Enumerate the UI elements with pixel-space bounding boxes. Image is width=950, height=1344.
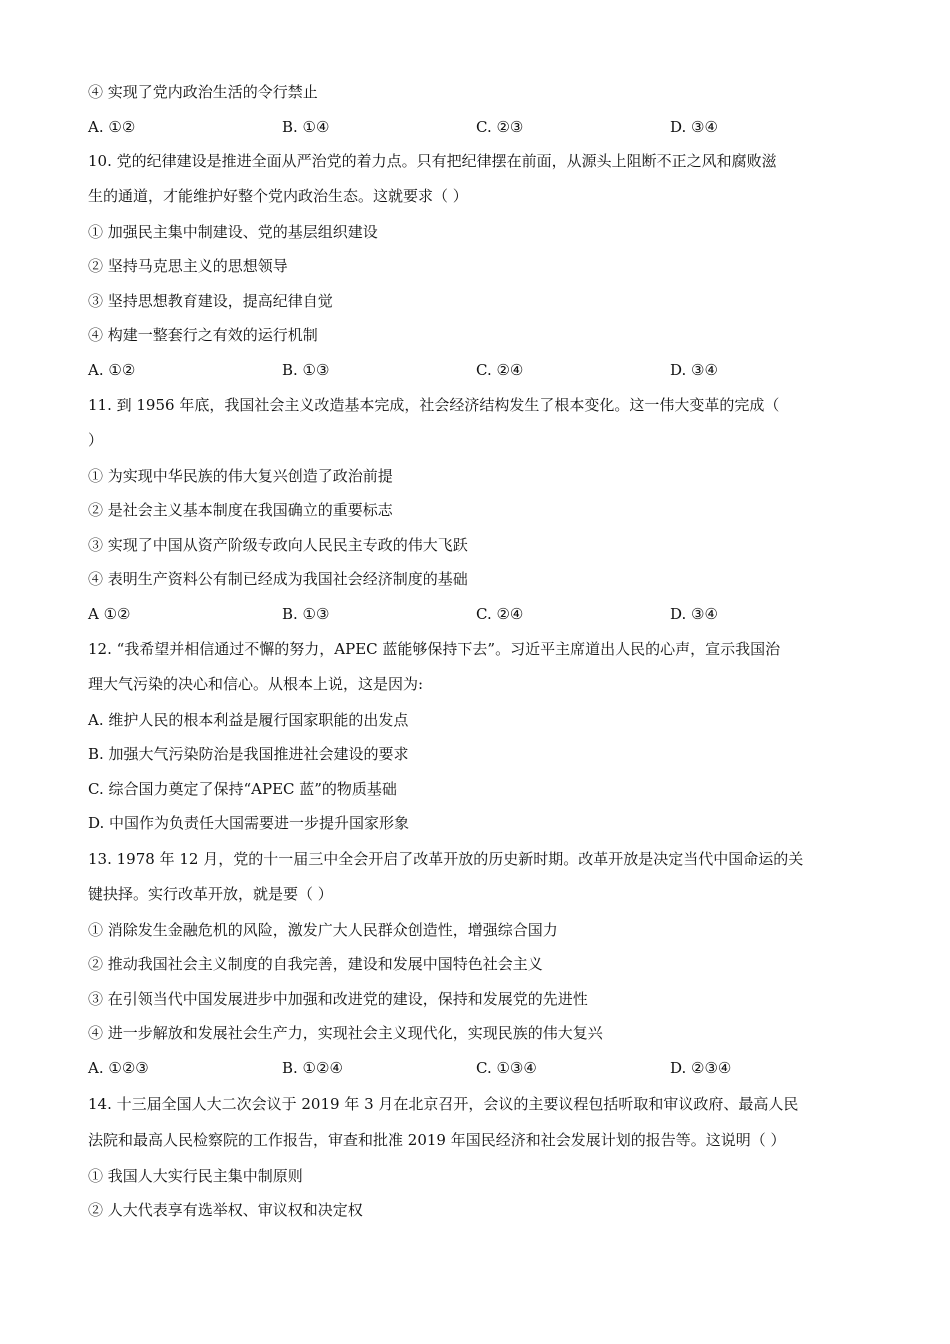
q14-item-1: ① 我国人大实行民主集中制原则 <box>88 1167 303 1185</box>
q13-item-1: ① 消除发生金融危机的风险，激发广大人民群众创造性，增强综合国力 <box>88 921 558 939</box>
q11-item-2: ② 是社会主义基本制度在我国确立的重要标志 <box>88 501 393 519</box>
q13-item-3: ③ 在引领当代中国发展进步中加强和改进党的建设，保持和发展党的先进性 <box>88 990 588 1008</box>
q13-option-c: C. ①③④ <box>476 1059 537 1077</box>
q13-option-b: B. ①②④ <box>282 1059 343 1077</box>
q13-item-4: ④ 进一步解放和发展社会生产力，实现社会主义现代化，实现民族的伟大复兴 <box>88 1024 603 1042</box>
q11-stem-line-1: 11. 到 1956 年底，我国社会主义改造基本完成，社会经济结构发生了根本变化。这一伟大变革的完成（ <box>88 396 780 414</box>
q12-stem-line-2: 理大气污染的决心和信心。从根本上说，这是因为: <box>88 675 424 693</box>
q10-item-4: ④ 构建一整套行之有效的运行机制 <box>88 326 318 344</box>
q9-option-a: A. ①② <box>88 118 136 136</box>
q10-option-d: D. ③④ <box>670 361 718 379</box>
q9-option-d: D. ③④ <box>670 118 718 136</box>
q11-item-4: ④ 表明生产资料公有制已经成为我国社会经济制度的基础 <box>88 570 468 588</box>
q14-stem-line-1: 14. 十三届全国人大二次会议于 2019 年 3 月在北京召开，会议的主要议程包括听取和审议政府、最高人民 <box>88 1095 799 1113</box>
q13-options <box>88 1058 868 1078</box>
q9-option-c: C. ②③ <box>476 118 524 136</box>
q12-choice-a: A. 维护人民的根本利益是履行国家职能的出发点 <box>88 711 409 729</box>
q11-options <box>88 604 868 624</box>
q11-option-c: C. ②④ <box>476 605 524 623</box>
q13-stem-line-2: 键抉择。实行改革开放，就是要（ ） <box>88 885 333 903</box>
q14-item-2: ② 人大代表享有选举权、审议权和决定权 <box>88 1201 363 1219</box>
q11-item-1: ① 为实现中华民族的伟大复兴创造了政治前提 <box>88 467 393 485</box>
q10-item-3: ③ 坚持思想教育建设，提高纪律自觉 <box>88 292 333 310</box>
q9-item-4: ④ 实现了党内政治生活的令行禁止 <box>88 83 318 101</box>
q13-stem-line-1: 13. 1978 年 12 月，党的十一届三中全会开启了改革开放的历史新时期。改革开放是决定当代中国命运的关 <box>88 850 804 868</box>
q10-item-1: ① 加强民主集中制建设、党的基层组织建设 <box>88 223 378 241</box>
q11-stem-line-2: ） <box>88 431 104 449</box>
q13-option-d: D. ②③④ <box>670 1059 732 1077</box>
q10-options <box>88 360 868 380</box>
q11-option-b: B. ①③ <box>282 605 330 623</box>
q13-item-2: ② 推动我国社会主义制度的自我完善，建设和发展中国特色社会主义 <box>88 955 543 973</box>
q11-item-3: ③ 实现了中国从资产阶级专政向人民民主专政的伟大飞跃 <box>88 536 468 554</box>
q10-option-a: A. ①② <box>88 361 136 379</box>
q11-option-a: A ①② <box>88 605 131 623</box>
q12-stem-line-1: 12. “我希望并相信通过不懈的努力，APEC 蓝能够保持下去”。习近平主席道出人民的心声，宣示我国治 <box>88 640 781 658</box>
q12-choice-b: B. 加强大气污染防治是我国推进社会建设的要求 <box>88 745 409 763</box>
q12-choice-d: D. 中国作为负责任大国需要进一步提升国家形象 <box>88 814 410 832</box>
q10-option-c: C. ②④ <box>476 361 524 379</box>
q9-option-b: B. ①④ <box>282 118 330 136</box>
q9-options <box>88 117 868 137</box>
q10-item-2: ② 坚持马克思主义的思想领导 <box>88 257 288 275</box>
q12-choice-c: C. 综合国力奠定了保持“APEC 蓝”的物质基础 <box>88 780 397 798</box>
q13-option-a: A. ①②③ <box>88 1059 149 1077</box>
q11-option-d: D. ③④ <box>670 605 718 623</box>
q14-stem-line-2: 法院和最高人民检察院的工作报告，审查和批准 2019 年国民经济和社会发展计划的报告等。这说明（ ） <box>88 1131 786 1149</box>
q10-option-b: B. ①③ <box>282 361 330 379</box>
q10-stem-line-2: 生的通道，才能维护好整个党内政治生态。这就要求（ ） <box>88 187 468 205</box>
q10-stem-line-1: 10. 党的纪律建设是推进全面从严治党的着力点。只有把纪律摆在前面，从源头上阻断不正之风和腐败滋 <box>88 152 777 170</box>
